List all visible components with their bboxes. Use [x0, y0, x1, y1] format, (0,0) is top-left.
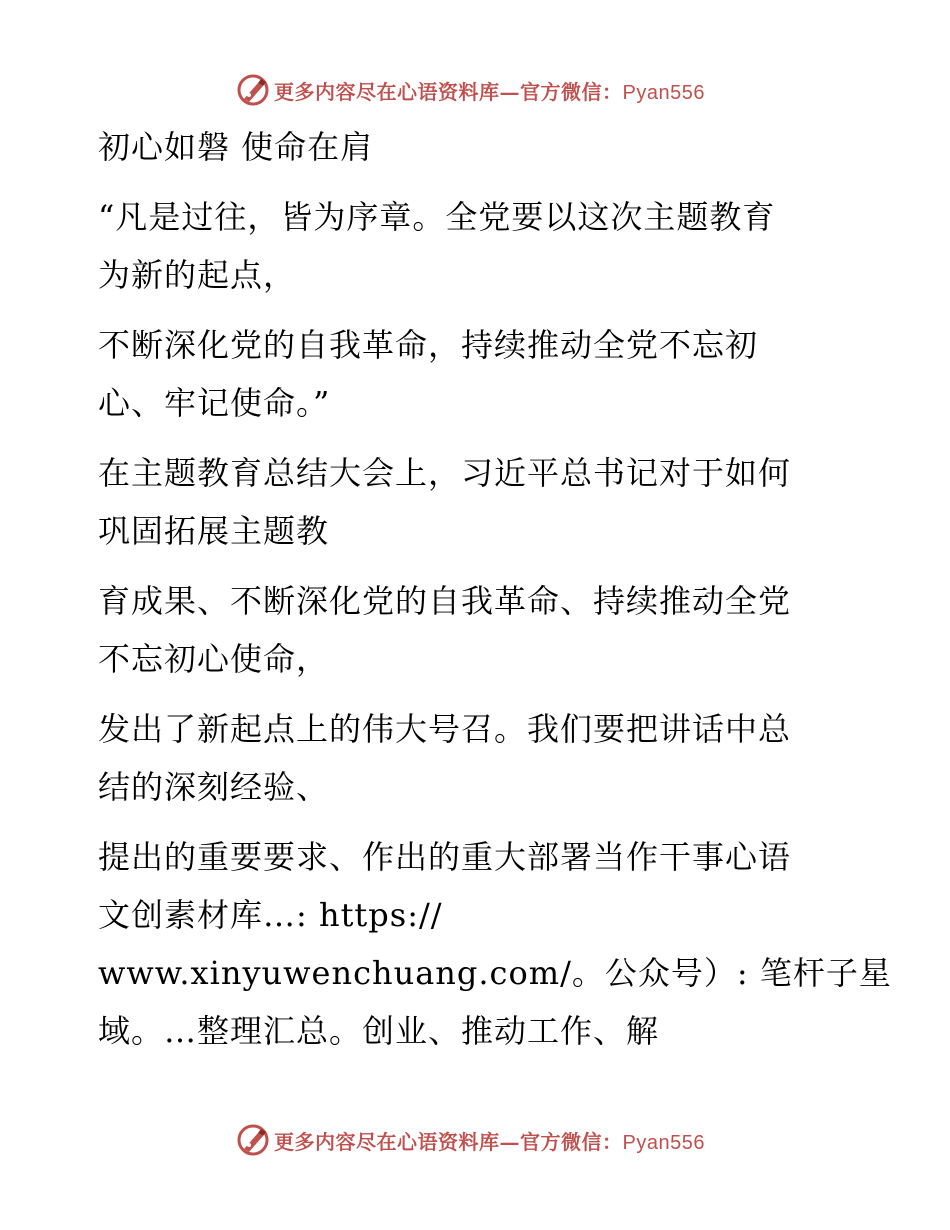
body-line: www.xinyuwenchuang.com/。公众号）: 笔杆子星	[98, 954, 892, 992]
body-line: 发出了新起点上的伟大号召。我们要把讲话中总	[98, 710, 792, 748]
body-line: 在主题教育总结大会上，习近平总书记对于如何	[98, 454, 792, 492]
body-line: 不忘初心使命，	[98, 640, 330, 678]
body-line: 巩固拓展主题教	[98, 512, 330, 550]
header-banner	[236, 72, 736, 108]
body-line: 提出的重要要求、作出的重大部署当作干事心语	[98, 838, 792, 876]
body-line: 域。…整理汇总。创业、推动工作、解	[98, 1012, 660, 1050]
body-line: 为新的起点，	[98, 256, 297, 294]
body-line: “凡是过往，皆为序章。全党要以这次主题教育	[98, 198, 776, 236]
document-body	[98, 118, 892, 1060]
body-line: 结的深刻经验、	[98, 768, 330, 806]
document-title: 初心如磐 使命在肩	[98, 128, 374, 166]
body-line: 不断深化党的自我革命，持续推动全党不忘初	[98, 326, 759, 364]
pen-logo-icon	[236, 1123, 270, 1157]
header-wechat-id: Pyan556	[622, 81, 705, 104]
header-banner-text: 更多内容尽在心语资料库—官方微信：Pyan556	[274, 79, 705, 104]
footer-wechat-id: Pyan556	[622, 1131, 705, 1154]
body-line: 育成果、不断深化党的自我革命、持续推动全党	[98, 582, 792, 620]
footer-banner-text: 更多内容尽在心语资料库—官方微信：Pyan556	[274, 1129, 705, 1154]
body-line: 文创素材库…: https://	[98, 896, 443, 934]
footer-banner	[236, 1122, 736, 1158]
body-line: 心、牢记使命。”	[98, 384, 331, 422]
pen-logo-icon	[236, 73, 270, 107]
